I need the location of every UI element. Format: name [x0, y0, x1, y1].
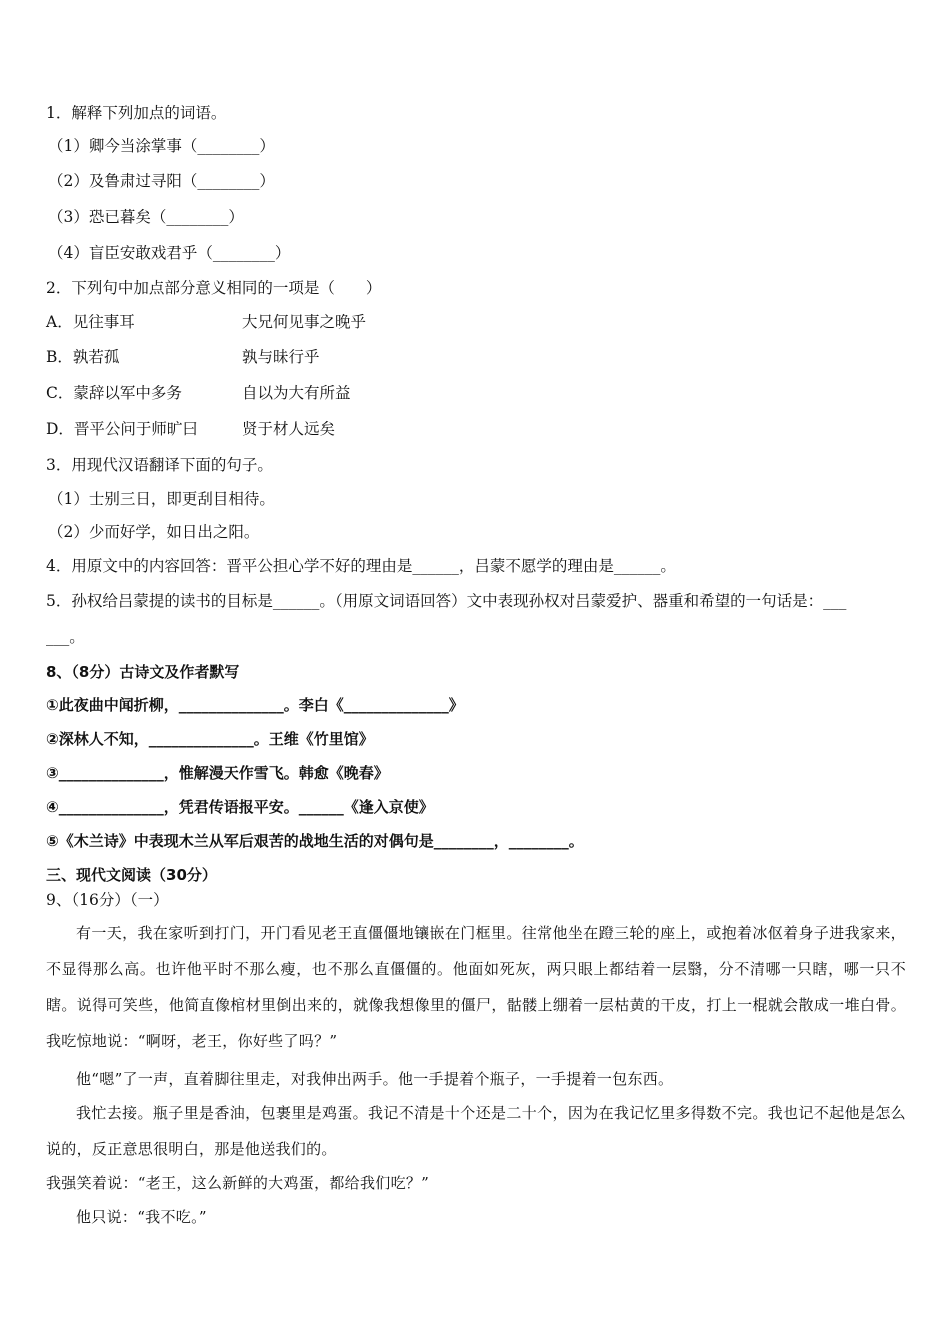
- q8-title: 8、（8分）古诗文及作者默写: [46, 663, 240, 681]
- q2-option-c: [46, 383, 466, 403]
- q2-title: 2．下列句中加点部分意义相同的一项是（ ）: [46, 279, 382, 297]
- q1-title: 1．解释下列加点的词语。: [46, 104, 227, 122]
- q5-line-2: ___。: [46, 628, 85, 646]
- q9-paragraph-3: 我忙去接。瓶子里是香油，包裹里是鸡蛋。我记不清是十个还是二十个，因为在我记忆里多得数不完。我也记不起他是怎么说的，反正意思很明白，那是他送我们的。: [46, 1104, 906, 1158]
- q9-paragraph-2: 他“嗯”了一声，直着脚往里走，对我伸出两手。他一手提着个瓶子，一手提着一包东西。: [76, 1070, 674, 1088]
- q3-item-1: （1）士别三日，即更刮目相待。: [48, 490, 275, 508]
- q3-item-2: （2）少而好学，如日出之阳。: [48, 523, 260, 541]
- q8-item-3: ③______________，惟解漫天作雪飞。韩愈《晚春》: [46, 764, 389, 782]
- q8-item-4: ④______________，凭君传语报平安。______《逢入京使》: [46, 798, 434, 816]
- q2-option-c-right: 自以为大有所益: [242, 384, 351, 402]
- q1-item-3: （3）恐已暮矣（________）: [48, 208, 244, 226]
- q9-paragraph-4: 我强笑着说：“老王，这么新鲜的大鸡蛋，都给我们吃？”: [46, 1174, 430, 1192]
- q8-item-5: ⑤《木兰诗》中表现木兰从军后艰苦的战地生活的对偶句是________，________。: [46, 832, 584, 850]
- q2-option-d: [46, 419, 466, 439]
- q2-option-b: [46, 347, 466, 367]
- q5-line-1: 5．孙权给吕蒙提的读书的目标是______。（用原文词语回答）文中表现孙权对吕蒙爱护、器重和希望的一句话是：___: [46, 592, 847, 610]
- q2-option-c-left: C．蒙辞以军中多务: [46, 384, 182, 402]
- q2-option-a: [46, 312, 466, 332]
- q3-title: 3．用现代汉语翻译下面的句子。: [46, 456, 273, 474]
- section-3-heading: 三、现代文阅读（30分）: [46, 866, 217, 884]
- q2-option-b-right: 孰与昧行乎: [242, 348, 320, 366]
- q1-item-2: （2）及鲁肃过寻阳（________）: [48, 172, 275, 190]
- q1-item-4: （4）盲臣安敢戏君乎（________）: [48, 244, 291, 262]
- q8-item-1: ①此夜曲中闻折柳，______________。李白《______________》: [46, 696, 464, 714]
- q2-option-b-left: B．孰若孤: [46, 348, 120, 366]
- q1-item-1: （1）卿今当涂掌事（________）: [48, 137, 275, 155]
- q9-title: 9、（16分）（一）: [46, 891, 169, 909]
- question-4: 4．用原文中的内容回答：晋平公担心学不好的理由是______，吕蒙不愿学的理由是______。: [46, 557, 676, 575]
- q8-item-2: ②深林人不知，______________。王维《竹里馆》: [46, 730, 374, 748]
- q2-option-d-left: D．晋平公问于师旷曰: [46, 420, 198, 438]
- q9-paragraph-1: 有一天，我在家听到打门，开门看见老王直僵僵地镶嵌在门框里。往常他坐在蹬三轮的座上，或抱着冰伛着身子进我家来，不显得那么高。也许他平时不那么瘦，也不那么直僵僵的。他面如死灰，两只眼上都结着一层翳，分不清哪一只瞎，哪一只不瞎。说得可笑些，他简直像棺材里倒出来的，就像我想像里的僵尸，骷髅上绷着一层枯黄的干皮，打上一棍就会散成一堆白骨。我吃惊地说：“啊呀，老王，你好些了吗？”: [46, 924, 906, 1050]
- q2-option-a-left: A．见往事耳: [46, 313, 135, 331]
- q2-option-a-right: 大兄何见事之晚乎: [242, 313, 367, 331]
- q9-paragraph-5: 他只说：“我不吃。”: [76, 1208, 207, 1226]
- q2-option-d-right: 贤于材人远矣: [242, 420, 336, 438]
